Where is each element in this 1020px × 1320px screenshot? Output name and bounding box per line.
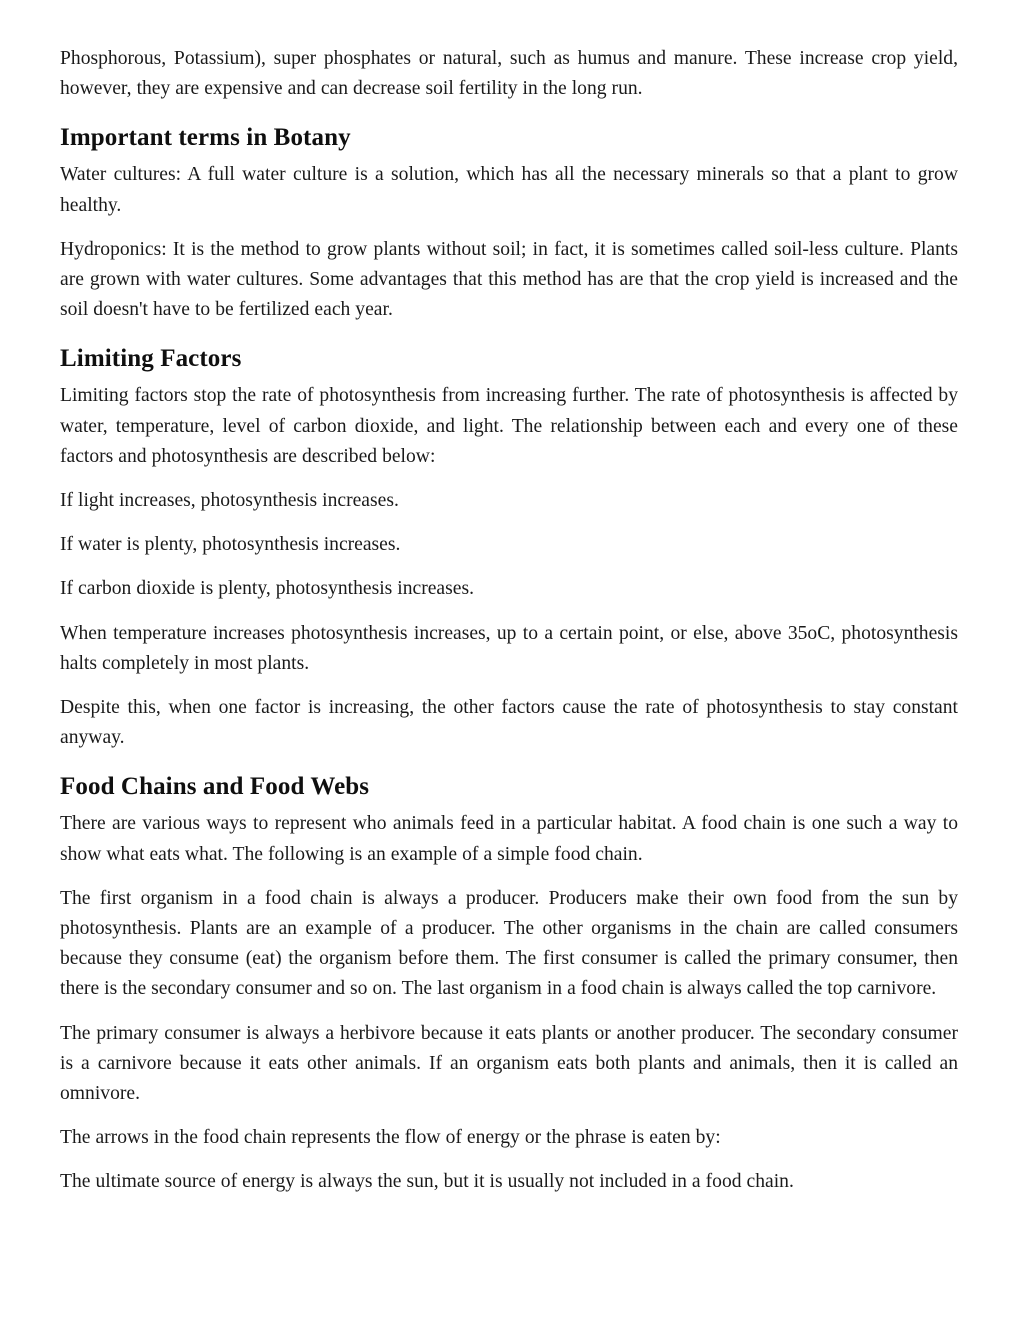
paragraph-factor-temperature: When temperature increases photosynthesis increases, up to a certain point, or else, above 35oC, photosynthesis halts completely in most plants. (60, 622, 958, 674)
paragraph-food-chain-intro: There are various ways to represent who animals feed in a particular habitat. A food chain is one such a way to show what eats what. The following is an example of a simple food chain. (60, 813, 958, 865)
paragraph-hydroponics: Hydroponics: It is the method to grow plants without soil; in fact, it is sometimes called soil-less culture. Plants are grown with water cultures. Some advantages that this method has are that the crop yield is increased and the soil doesn't have to be fertilized each year. (60, 238, 958, 321)
heading-block-botany (60, 123, 958, 153)
document-body (60, 44, 958, 1198)
paragraph-water-cultures: Water cultures: A full water culture is a solution, which has all the necessary minerals so that a plant to grow healthy. (60, 164, 958, 216)
section-heading-limiting-factors: Limiting Factors (60, 345, 242, 373)
paragraph-herbivore-carnivore-omnivore: The primary consumer is always a herbivore because it eats plants or another producer. The secondary consumer is a carnivore because it eats other animals. If an organism eats both plants and animals, then it is called an omnivore. (60, 1022, 958, 1105)
paragraph-producers-and-consumers: The first organism in a food chain is always a producer. Producers make their own food from the sun by photosynthesis. Plants are an example of a producer. The other organisms in the chain are called consumers because they consume (eat) the organism before them. The first consumer is called the primary consumer, then there is the secondary consumer and so on. The last organism in a food chain is always called the top carnivore. (60, 887, 958, 1000)
paragraph-intro: Phosphorous, Potassium), super phosphates or natural, such as humus and manure. These increase crop yield, however, they are expensive and can decrease soil fertility in the long run. (60, 48, 958, 100)
paragraph-limiting-factors-intro: Limiting factors stop the rate of photosynthesis from increasing further. The rate of photosynthesis is affected by water, temperature, level of carbon dioxide, and light. The relationship between each and every one of these factors and photosynthesis are described below: (60, 385, 958, 467)
section-heading-food-chains-and-food-webs: Food Chains and Food Webs (60, 773, 370, 801)
paragraph-factor-light: If light increases, photosynthesis increases. (60, 490, 399, 512)
paragraph-ultimate-source-of-energy: The ultimate source of energy is always the sun, but it is usually not included in a food chain. (60, 1171, 794, 1193)
heading-block-limiting-factors (60, 344, 958, 374)
section-heading-important-terms-in-botany: Important terms in Botany (60, 124, 351, 152)
heading-block-food-chains (60, 772, 958, 802)
paragraph-factor-balance: Despite this, when one factor is increasing, the other factors cause the rate of photosynthesis to stay constant anyway. (60, 697, 958, 749)
paragraph-arrows-meaning: The arrows in the food chain represents the flow of energy or the phrase is eaten by: (60, 1127, 721, 1149)
paragraph-factor-water: If water is plenty, photosynthesis increases. (60, 534, 401, 556)
paragraph-factor-carbon-dioxide: If carbon dioxide is plenty, photosynthesis increases. (60, 578, 474, 600)
